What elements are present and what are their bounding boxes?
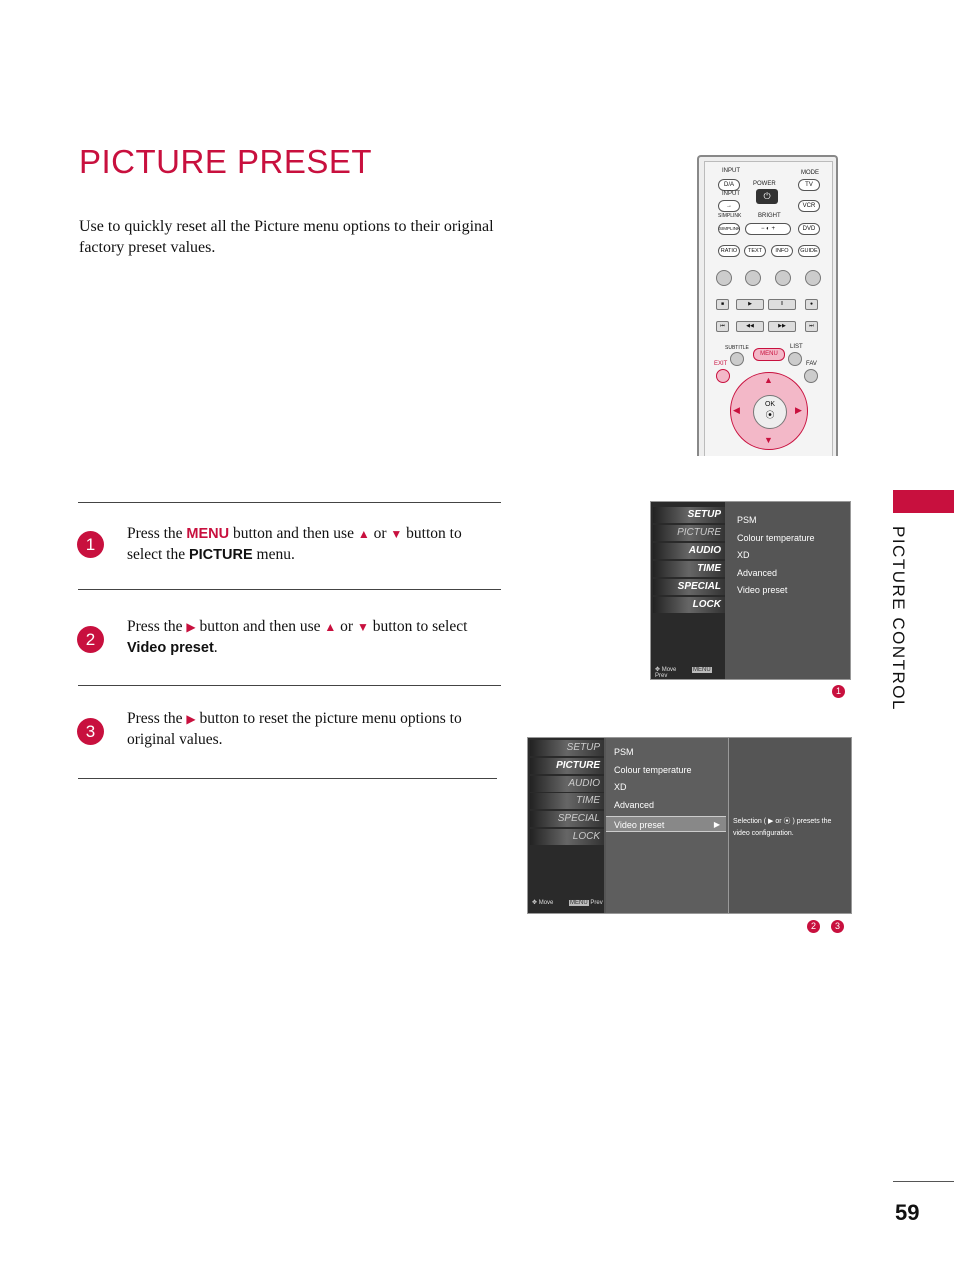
play-icon[interactable]: ▶ bbox=[736, 299, 764, 310]
right-arrow-icon: ▶ bbox=[186, 712, 196, 726]
video-preset-label: Video preset bbox=[614, 820, 665, 830]
osd-menu-setup[interactable]: SETUP bbox=[653, 507, 725, 523]
osd-menu-2 bbox=[527, 737, 852, 914]
simplink-button[interactable]: SIMPLINK bbox=[718, 223, 740, 235]
color-button-green[interactable] bbox=[745, 270, 761, 286]
intro-text: Use to quickly reset all the Picture menu options to their original factory preset values. bbox=[79, 218, 494, 256]
step-1-text bbox=[127, 524, 497, 565]
step-text-part: . bbox=[213, 638, 218, 656]
step-text-part: or bbox=[369, 525, 391, 542]
mode-label: MODE bbox=[801, 170, 819, 176]
step-text-part: Press the bbox=[127, 710, 187, 727]
osd-menu-lock[interactable]: LOCK bbox=[653, 597, 725, 613]
list-label: LIST bbox=[790, 344, 803, 350]
step-number-2: 2 bbox=[77, 626, 104, 653]
step-text-part: button and then use bbox=[195, 618, 325, 635]
ok-icon: ⦿ bbox=[765, 410, 775, 420]
forward-icon[interactable]: ▶▶ bbox=[768, 321, 796, 332]
step-number-1: 1 bbox=[77, 531, 104, 558]
record-icon[interactable]: ● bbox=[805, 299, 818, 310]
move-icon: ✥ bbox=[532, 900, 538, 906]
nav-left-icon[interactable]: ◀ bbox=[733, 405, 740, 415]
prev-icon[interactable]: ⏮ bbox=[716, 321, 729, 332]
divider bbox=[78, 502, 501, 503]
divider bbox=[78, 685, 501, 686]
osd-divider bbox=[728, 738, 729, 913]
osd-menu-setup[interactable]: SETUP bbox=[530, 740, 604, 756]
minus-label: − bbox=[761, 226, 765, 232]
osd-menu-picture[interactable]: PICTURE bbox=[653, 525, 725, 541]
step-text-part: button to select the bbox=[127, 525, 462, 563]
menu-button[interactable]: MENU bbox=[753, 348, 785, 361]
osd-item-video-preset-selected[interactable] bbox=[606, 816, 726, 832]
vcr-button[interactable]: VCR bbox=[798, 200, 820, 212]
list-button[interactable] bbox=[788, 352, 802, 366]
right-arrow-icon: ▶ bbox=[713, 820, 720, 829]
prev-label: Prev bbox=[655, 673, 668, 679]
move-label: Move bbox=[661, 667, 677, 673]
subtitle-label: SUBTITLE bbox=[725, 345, 749, 351]
picture-keyword: PICTURE bbox=[188, 546, 253, 563]
osd-menu-audio[interactable]: AUDIO bbox=[653, 543, 725, 559]
osd-menu-audio[interactable]: AUDIO bbox=[530, 776, 604, 792]
tv-button[interactable]: TV bbox=[798, 179, 820, 191]
osd-item-video-preset[interactable]: Video preset bbox=[737, 585, 788, 595]
section-label: PICTURE CONTROL bbox=[889, 526, 908, 711]
video-preset-keyword: Video preset bbox=[127, 639, 214, 656]
remote-control bbox=[697, 155, 838, 456]
step-number-3: 3 bbox=[77, 718, 104, 745]
power-icon[interactable]: ⏻ bbox=[756, 189, 778, 204]
next-icon[interactable]: ⏭ bbox=[805, 321, 818, 332]
osd-menu-special[interactable]: SPECIAL bbox=[653, 579, 725, 595]
move-label: Move bbox=[538, 900, 554, 906]
page-title: PICTURE PRESET bbox=[79, 143, 373, 180]
page-rule bbox=[893, 1181, 954, 1182]
osd-menu-time[interactable]: TIME bbox=[530, 793, 604, 809]
menu-key-label: MENU bbox=[570, 900, 588, 906]
stop-icon[interactable]: ■ bbox=[716, 299, 729, 310]
osd-item-psm[interactable]: PSM bbox=[737, 515, 757, 525]
osd-menu-lock[interactable]: LOCK bbox=[530, 829, 604, 845]
guide-button[interactable]: GUIDE bbox=[798, 245, 820, 257]
exit-label: EXIT bbox=[714, 361, 728, 367]
step-text-part: button to reset the picture menu options to original values. bbox=[127, 710, 462, 748]
osd-item-xd[interactable]: XD bbox=[737, 550, 750, 560]
prev-label: Prev bbox=[590, 900, 603, 906]
nav-up-icon[interactable]: ▲ bbox=[764, 375, 773, 385]
fav-label: FAV bbox=[806, 361, 817, 367]
dvd-button[interactable]: DVD bbox=[798, 223, 820, 235]
pause-icon[interactable]: ‖ bbox=[768, 299, 796, 310]
osd-item-xd[interactable]: XD bbox=[614, 782, 627, 792]
nav-right-icon[interactable]: ▶ bbox=[795, 405, 802, 415]
up-arrow-icon: ▲ bbox=[324, 620, 337, 634]
osd-footer bbox=[532, 899, 604, 906]
rewind-icon[interactable]: ◀◀ bbox=[736, 321, 764, 332]
osd-item-psm[interactable]: PSM bbox=[614, 747, 634, 757]
osd-item-advanced[interactable]: Advanced bbox=[614, 799, 655, 810]
osd-item-colour-temperature[interactable]: Colour temperature bbox=[737, 532, 815, 543]
input-icon[interactable]: → bbox=[718, 200, 740, 212]
input-top-label: INPUT bbox=[722, 168, 740, 174]
step-badge-3: 3 bbox=[831, 920, 844, 933]
color-button-yellow[interactable] bbox=[775, 270, 791, 286]
step-3-text bbox=[127, 709, 497, 750]
osd-sidebar bbox=[528, 738, 604, 913]
bright-label: BRIGHT bbox=[758, 213, 781, 219]
right-arrow-icon: ▶ bbox=[186, 620, 196, 634]
page-number: 59 bbox=[895, 1200, 920, 1225]
move-icon: ✥ bbox=[655, 667, 661, 673]
osd-list bbox=[614, 744, 692, 814]
up-arrow-icon: ▲ bbox=[357, 527, 370, 541]
subtitle-button[interactable] bbox=[730, 352, 744, 366]
step-2-text bbox=[127, 617, 497, 658]
exit-button[interactable] bbox=[716, 369, 730, 383]
menu-keyword: MENU bbox=[186, 526, 230, 542]
osd-menu-picture[interactable]: PICTURE bbox=[530, 758, 604, 774]
da-button[interactable]: D/A bbox=[718, 179, 740, 191]
plus-label: + bbox=[771, 226, 775, 232]
menu-key-label: MENU bbox=[693, 667, 711, 673]
remote-body bbox=[704, 161, 833, 456]
step-badge-1: 1 bbox=[832, 685, 845, 698]
down-arrow-icon: ▼ bbox=[356, 620, 369, 634]
osd-item-advanced[interactable]: Advanced bbox=[737, 567, 778, 578]
step-badge-2: 2 bbox=[807, 920, 820, 933]
divider bbox=[78, 778, 497, 779]
text-button[interactable]: TEXT bbox=[744, 245, 766, 257]
ok-label: OK bbox=[764, 401, 776, 408]
step-text-part: menu. bbox=[252, 545, 295, 563]
osd-help-text: Selection ( ▶ or ⦿ ) presets the video configuration. bbox=[733, 818, 832, 837]
osd-sidebar bbox=[651, 502, 725, 679]
section-tab bbox=[893, 490, 954, 513]
fav-button[interactable] bbox=[804, 369, 818, 383]
step-text-part: button and then use bbox=[229, 525, 358, 542]
info-button[interactable]: INFO bbox=[771, 245, 793, 257]
ratio-button[interactable]: RATIO bbox=[718, 245, 740, 257]
osd-menu-time[interactable]: TIME bbox=[653, 561, 725, 577]
osd-list bbox=[737, 512, 815, 600]
bright-rocker[interactable]: − ◐ + bbox=[745, 223, 791, 235]
step-text-part: button to select bbox=[368, 618, 468, 635]
nav-down-icon[interactable]: ▼ bbox=[764, 435, 773, 445]
step-text-part: Press the bbox=[127, 525, 187, 542]
step-text-part: or bbox=[336, 618, 357, 635]
osd-menu-special[interactable]: SPECIAL bbox=[530, 811, 604, 827]
simplink-logo: SIMPLINK bbox=[718, 213, 742, 219]
color-button-blue[interactable] bbox=[805, 270, 821, 286]
power-label: POWER bbox=[753, 181, 776, 187]
osd-menu-1 bbox=[650, 501, 851, 680]
divider bbox=[78, 589, 501, 590]
ok-button[interactable] bbox=[753, 395, 787, 429]
osd-item-colour-temperature[interactable]: Colour temperature bbox=[614, 764, 692, 775]
step-text-part: Press the bbox=[127, 618, 187, 635]
input-label: INPUT bbox=[722, 191, 740, 197]
color-button-red[interactable] bbox=[716, 270, 732, 286]
nav-pad[interactable] bbox=[730, 372, 808, 450]
osd-footer bbox=[655, 666, 725, 679]
down-arrow-icon: ▼ bbox=[390, 527, 403, 541]
